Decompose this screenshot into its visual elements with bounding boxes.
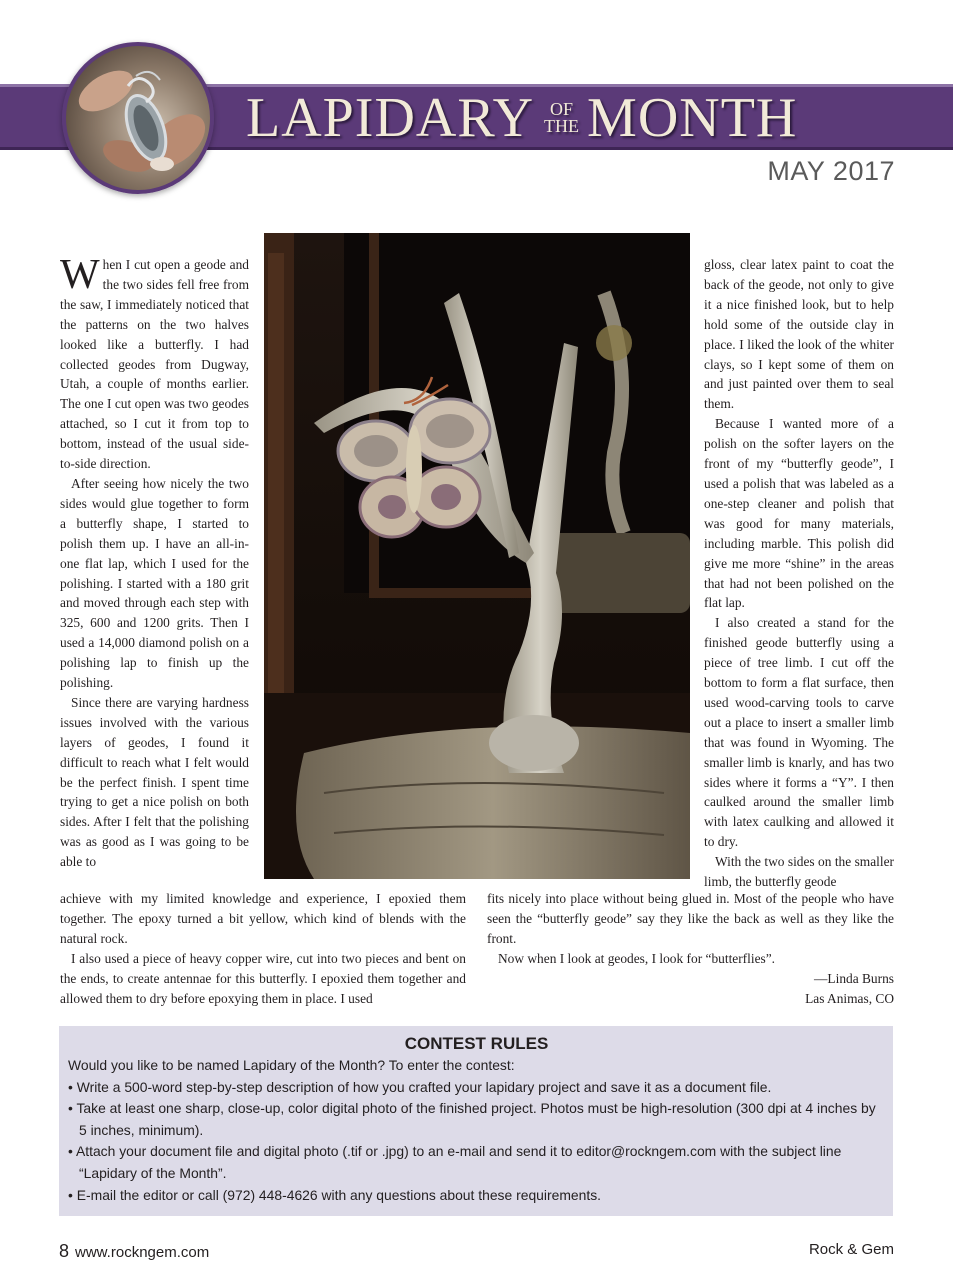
page-number: 8 bbox=[59, 1241, 70, 1261]
contest-rule-item: • Write a 500-word step-by-step description of how you crafted your lapidary project and save it as a document file. bbox=[68, 1077, 885, 1099]
header-medallion-photo bbox=[62, 42, 214, 194]
contest-rules-intro: Would you like to be named Lapidary of the Month? To enter the contest: bbox=[68, 1057, 515, 1073]
title-month: MONTH bbox=[587, 87, 798, 149]
article-paragraph-3-start: Since there are varying hardness issues involved with the various layers of geodes, I found it difficult to reach what I felt would be the perfect finish. I spent time trying to get a nice polish on both sides. After I felt that the polishing was as good as I was going to be able to bbox=[60, 694, 249, 870]
article-paragraph-6: I also created a stand for the finished geode butterfly using a piece of tree limb. I cut off the bottom to form a flat surface, then used wood-carving tools to carve out a place to insert a smaller limb that was found in Wyoming. The smaller limb is knarly, and has two sides where it forms a “Y”. I then caulked around the smaller limb with latex caulking and allowed it to dry. bbox=[704, 615, 894, 850]
article-paragraph-1 bbox=[60, 252, 249, 474]
footer-publication: Rock & Gem bbox=[808, 1241, 894, 1258]
article-paragraph-4-cont: gloss, clear latex paint to coat the back of the geode, not only to give it a nice finished look, but to help hold some of the outside clay in place. I liked the look of the whiter clays, so I kept some of them on and just painted over them to seal them. bbox=[704, 257, 894, 412]
paragraph-1-text: hen I cut open a geode and the two sides fell free from the saw, I immediately noticed that the patterns on the two halves looked like a butterfly. I had collected geodes from Dugway, Utah, a couple of months earlier. The one I cut open was two geodes attached, so I cut it from top to bottom, instead of the usual side-to-side direction. bbox=[60, 257, 249, 472]
article-paragraph-8: Now when I look at geodes, I look for “butterflies”. bbox=[498, 950, 776, 966]
author-name: —Linda Burns bbox=[814, 970, 894, 986]
pendant-illustration bbox=[66, 46, 210, 190]
title-of: OF bbox=[550, 99, 574, 119]
page-footer-left bbox=[59, 1241, 209, 1262]
contest-rules-list bbox=[68, 1077, 885, 1207]
article-column-right bbox=[704, 255, 894, 892]
article-paragraph-7-start: With the two sides on the smaller limb, the butterfly geode bbox=[704, 854, 894, 890]
footer-website: www.rockngem.com bbox=[75, 1244, 210, 1261]
title-of-the bbox=[544, 101, 579, 135]
contest-rule-item: • E-mail the editor or call (972) 448-4626 with any questions about these requirements. bbox=[68, 1185, 885, 1207]
drop-cap: W bbox=[60, 252, 100, 298]
contest-rule-item: • Attach your document file and digital photo (.tif or .jpg) to an e-mail and send it to editor@rockngem.com with the subject line “Lapidary of the Month”. bbox=[68, 1141, 885, 1184]
article-column-left-bottom bbox=[60, 889, 466, 1008]
section-title bbox=[246, 88, 797, 148]
contest-rules-box bbox=[59, 1026, 893, 1216]
article-paragraph-3-end: achieve with my limited knowledge and experience, I epoxied them together. The epoxy turned a bit yellow, which kind of blends with the natural rock. bbox=[60, 891, 466, 946]
article-column-right-bottom bbox=[487, 889, 894, 1008]
title-lapidary: LAPIDARY bbox=[246, 87, 535, 149]
article-paragraph-4: I also used a piece of heavy copper wire, cut into two pieces and bent on the ends, to create antennae for this butterfly. I epoxied them together and allowed them to dry before epoxying them in place. I used bbox=[60, 950, 466, 1006]
butterfly-geode-photo bbox=[264, 233, 690, 879]
title-the: THE bbox=[544, 116, 580, 136]
article-column-left bbox=[60, 252, 249, 872]
contest-rule-item: • Take at least one sharp, close-up, color digital photo of the finished project. Photos must be high-resolution (300 dpi at 4 inches by 5 inches, minimum). bbox=[68, 1098, 885, 1141]
issue-date: MAY 2017 bbox=[767, 156, 895, 186]
author-location: Las Animas, CO bbox=[805, 990, 894, 1006]
butterfly-geode-illustration bbox=[264, 233, 690, 879]
article-paragraph-5: Because I wanted more of a polish on the softer layers on the front of my “butterfly geode”, I used a polish that was labeled as a one-step cleaner and polish that was good for many materials, including marble. This polish did give me more “shine” in the areas that had not been polished on the flat lap. bbox=[704, 416, 894, 611]
article-paragraph-2: After seeing how nicely the two sides would glue together to form a butterfly shape, I started to polish them up. I have an all-in-one flat lap, which I used for the polishing. I started with a 180 grit and moved through each step with 325, 600 and 1200 grits. Then I used a 14,000 diamond polish on a polishing lap to finish up the polishing. bbox=[60, 475, 249, 691]
contest-rules-title: CONTEST RULES bbox=[404, 1034, 549, 1053]
article-paragraph-7-end: fits nicely into place without being glued in. Most of the people who have seen the “butterfly geode” say they like the back as well as they like the front. bbox=[487, 891, 894, 946]
